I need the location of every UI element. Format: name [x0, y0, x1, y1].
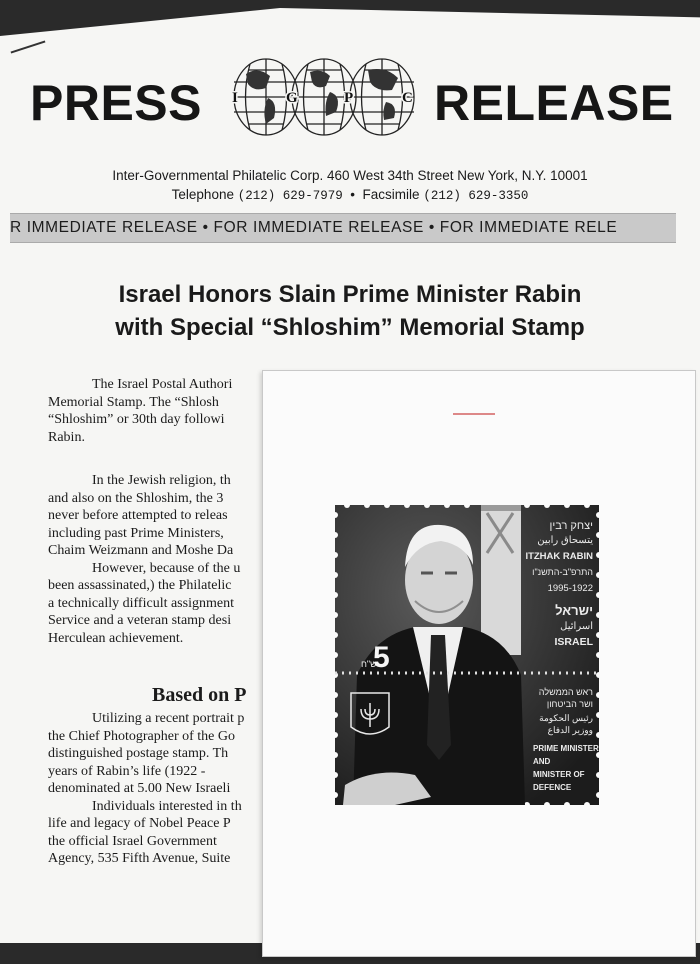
- body-line: In the Jewish religion, th: [92, 473, 231, 488]
- body-line: The Israel Postal Authori: [92, 377, 233, 392]
- body-line: However, because of the u: [92, 560, 241, 576]
- igpc-globe-logo: [226, 52, 421, 142]
- letterhead: [30, 70, 680, 150]
- logo-letter: G: [286, 90, 298, 106]
- denomination: 5: [373, 641, 390, 674]
- body-line: Chaim Weizmann and Moshe Da: [48, 543, 234, 558]
- body-line: “Shloshim” or 30th day followi: [48, 412, 225, 427]
- body-line: Individuals interested in th: [92, 798, 242, 814]
- press-word: PRESS: [30, 75, 203, 131]
- fax-label: Facsimile: [362, 187, 420, 202]
- headline: [0, 278, 700, 344]
- body-line: including past Prime Ministers,: [48, 525, 224, 541]
- logo-letter: P: [344, 90, 354, 106]
- body-line: Herculean achievement.: [48, 630, 184, 646]
- body-line: the official Israel Government: [48, 833, 217, 849]
- body-line: and also on the Shloshim, the 3: [48, 490, 224, 506]
- stamp-title-english-2: AND: [533, 757, 551, 766]
- body-line: years of Rabin’s life (1922 -: [48, 763, 206, 779]
- stamp-name-arabic: يتسحاق رابين: [537, 535, 593, 546]
- stamp-name-hebrew: יצחק רבין: [549, 520, 593, 532]
- stamp-years: 1995-1922: [547, 583, 593, 594]
- rabin-memorial-stamp: [335, 505, 599, 805]
- stamp-country-hebrew: ישראל: [555, 603, 593, 618]
- stamp-title-english-3: MINISTER OF: [533, 770, 585, 779]
- stamp-hebrew-dates: התרפ"ב-התשנ"ו: [532, 567, 593, 577]
- logo-letter: I: [232, 90, 238, 106]
- stamp-proof-card: [262, 370, 696, 957]
- section-subhead: Based on P: [152, 684, 247, 706]
- stamp-title-english-4: DEFENCE: [533, 783, 572, 792]
- body-line: the Chief Photographer of the Go: [48, 728, 236, 744]
- release-word: RELEASE: [434, 75, 674, 131]
- immediate-release-banner: R IMMEDIATE RELEASE • FOR IMMEDIATE RELEASE • FOR IMMEDIATE RELE: [10, 213, 676, 243]
- stamp-title-hebrew-1: ראש הממשלה: [538, 687, 593, 697]
- phone-number: (212) 629-7979: [237, 189, 343, 203]
- stamp-title-hebrew-2: ושר הביטחון: [546, 699, 593, 709]
- paragraph-3: [48, 710, 288, 868]
- body-line: Memorial Stamp. The “Shlosh: [48, 394, 219, 410]
- body-line: Service and a veteran stamp desi: [48, 613, 232, 628]
- stamp-name-english: ITZHAK RABIN: [525, 551, 593, 562]
- body-line: been assassinated,) the Philatelic: [48, 578, 232, 593]
- phone-label: Telephone: [171, 187, 234, 202]
- body-line: Agency, 535 Fifth Avenue, Suite: [48, 851, 231, 866]
- stamp-title-arabic-2: ووزير الدفاع: [547, 725, 593, 735]
- pen-mark: [11, 40, 46, 53]
- currency-label: ש"ח: [361, 659, 377, 669]
- body-line: never before attempted to releas: [48, 508, 228, 523]
- paragraph-2: [48, 472, 288, 647]
- body-line: distinguished postage stamp. Th: [48, 746, 229, 761]
- body-line: Utilizing a recent portrait p: [92, 711, 245, 726]
- stamp-country-english: ISRAEL: [554, 636, 593, 648]
- red-pen-mark: [453, 413, 495, 415]
- body-line: a technically difficult assignment: [48, 595, 234, 611]
- body-line: life and legacy of Nobel Peace P: [48, 816, 231, 831]
- paragraph-1: [48, 376, 288, 446]
- bullet-separator: •: [346, 187, 359, 202]
- fax-number: (212) 629-3350: [423, 189, 529, 203]
- headline-line-1: Israel Honors Slain Prime Minister Rabin: [118, 281, 582, 308]
- company-address: Inter-Governmental Philatelic Corp. 460 West 34th Street New York, N.Y. 10001: [112, 168, 588, 183]
- headline-line-2: with Special “Shloshim” Memorial Stamp: [115, 314, 585, 341]
- body-line: denominated at 5.00 New Israeli: [48, 781, 231, 796]
- body-line: Rabin.: [48, 429, 85, 445]
- stamp-title-english-1: PRIME MINISTER: [533, 744, 599, 753]
- israel-flag: [481, 505, 521, 655]
- contact-numbers: [0, 187, 700, 203]
- stamp-country-arabic: اسرائيل: [560, 621, 593, 632]
- stamp-title-arabic-1: رئيس الحكومة: [539, 713, 593, 723]
- logo-letter: C: [402, 90, 413, 106]
